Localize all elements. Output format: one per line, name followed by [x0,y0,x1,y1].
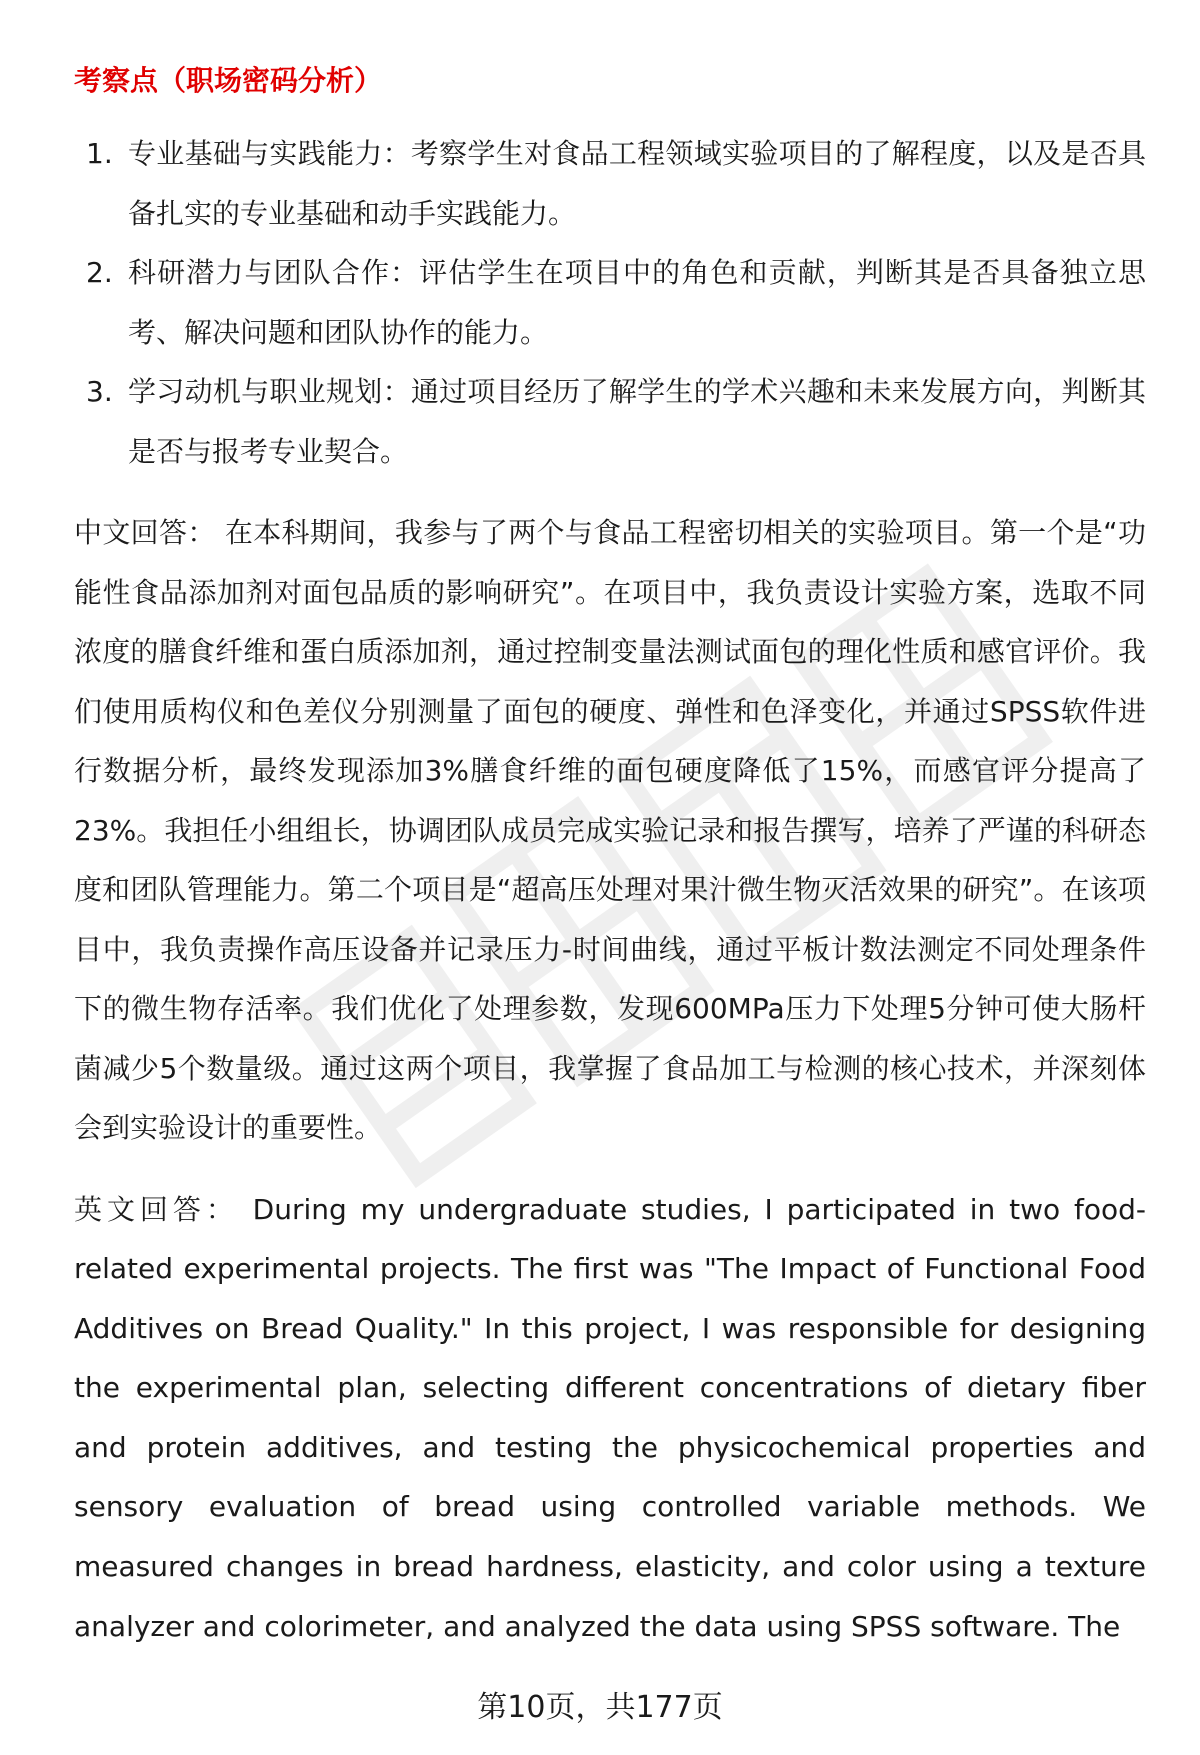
list-item [74,243,1146,362]
list-item-number: 3. [86,375,113,408]
section-title: 考察点（职场密码分析） [74,64,383,97]
list-item-number: 2. [86,256,113,289]
page-content [74,52,1146,1656]
list-item [74,362,1146,481]
list-item-text: 学习动机与职业规划：通过项目经历了解学生的学术兴趣和未来发展方向，判断其是否与报考专业契合。 [128,375,1146,468]
list-item-number: 1. [86,137,113,170]
chinese-answer-paragraph: 中文回答： 在本科期间，我参与了两个与食品工程密切相关的实验项目。第一个是“功能性食品添加剂对面包品质的影响研究”。在项目中，我负责设计实验方案，选取不同浓度的膳食纤维和蛋白质添加剂，通过控制变量法测试面包的理化性质和感官评价。我们使用质构仪和色差仪分别测量了面包的硬度、弹性和色泽变化，并通过SPSS软件进行数据分析，最终发现添加3%膳食纤维的面包硬度降低了15%，而感官评分提高了23%。我担任小组组长，协调团队成员完成实验记录和报告撰写，培养了严谨的科研态度和团队管理能力。第二个项目是“超高压处理对果汁微生物灭活效果的研究”。在该项目中，我负责操作高压设备并记录压力-时间曲线，通过平板计数法测定不同处理条件下的微生物存活率。我们优化了处理参数，发现600MPa压力下处理5分钟可使大肠杆菌减少5个数量级。通过这两个项目，我掌握了食品加工与检测的核心技术，并深刻体会到实验设计的重要性。 [74,516,1146,1144]
page-number-footer: 第10页，共177页 [477,1690,723,1725]
list-item-text: 专业基础与实践能力：考察学生对食品工程领域实验项目的了解程度，以及是否具备扎实的专业基础和动手实践能力。 [128,137,1146,230]
assessment-points-list [74,124,1146,481]
list-item-text: 科研潜力与团队合作：评估学生在项目中的角色和贡献，判断其是否具备独立思考、解决问题和团队协作的能力。 [128,256,1146,349]
list-item [74,124,1146,243]
english-answer-paragraph: 英文回答： During my undergraduate studies, I participated in two food-related experimental projects. The first was "The Impact of Functional Food Additives on Bread Quality." In this project, I was responsible for designing the experimental plan, selecting different concentrations of dietary fiber and protein additives, and testing the physicochemical properties and sensory evaluation of bread using controlled variable methods. We measured changes in bread hardness, elasticity, and color using a texture analyzer and colorimeter, and analyzed the data using SPSS software. The [74,1192,1146,1643]
